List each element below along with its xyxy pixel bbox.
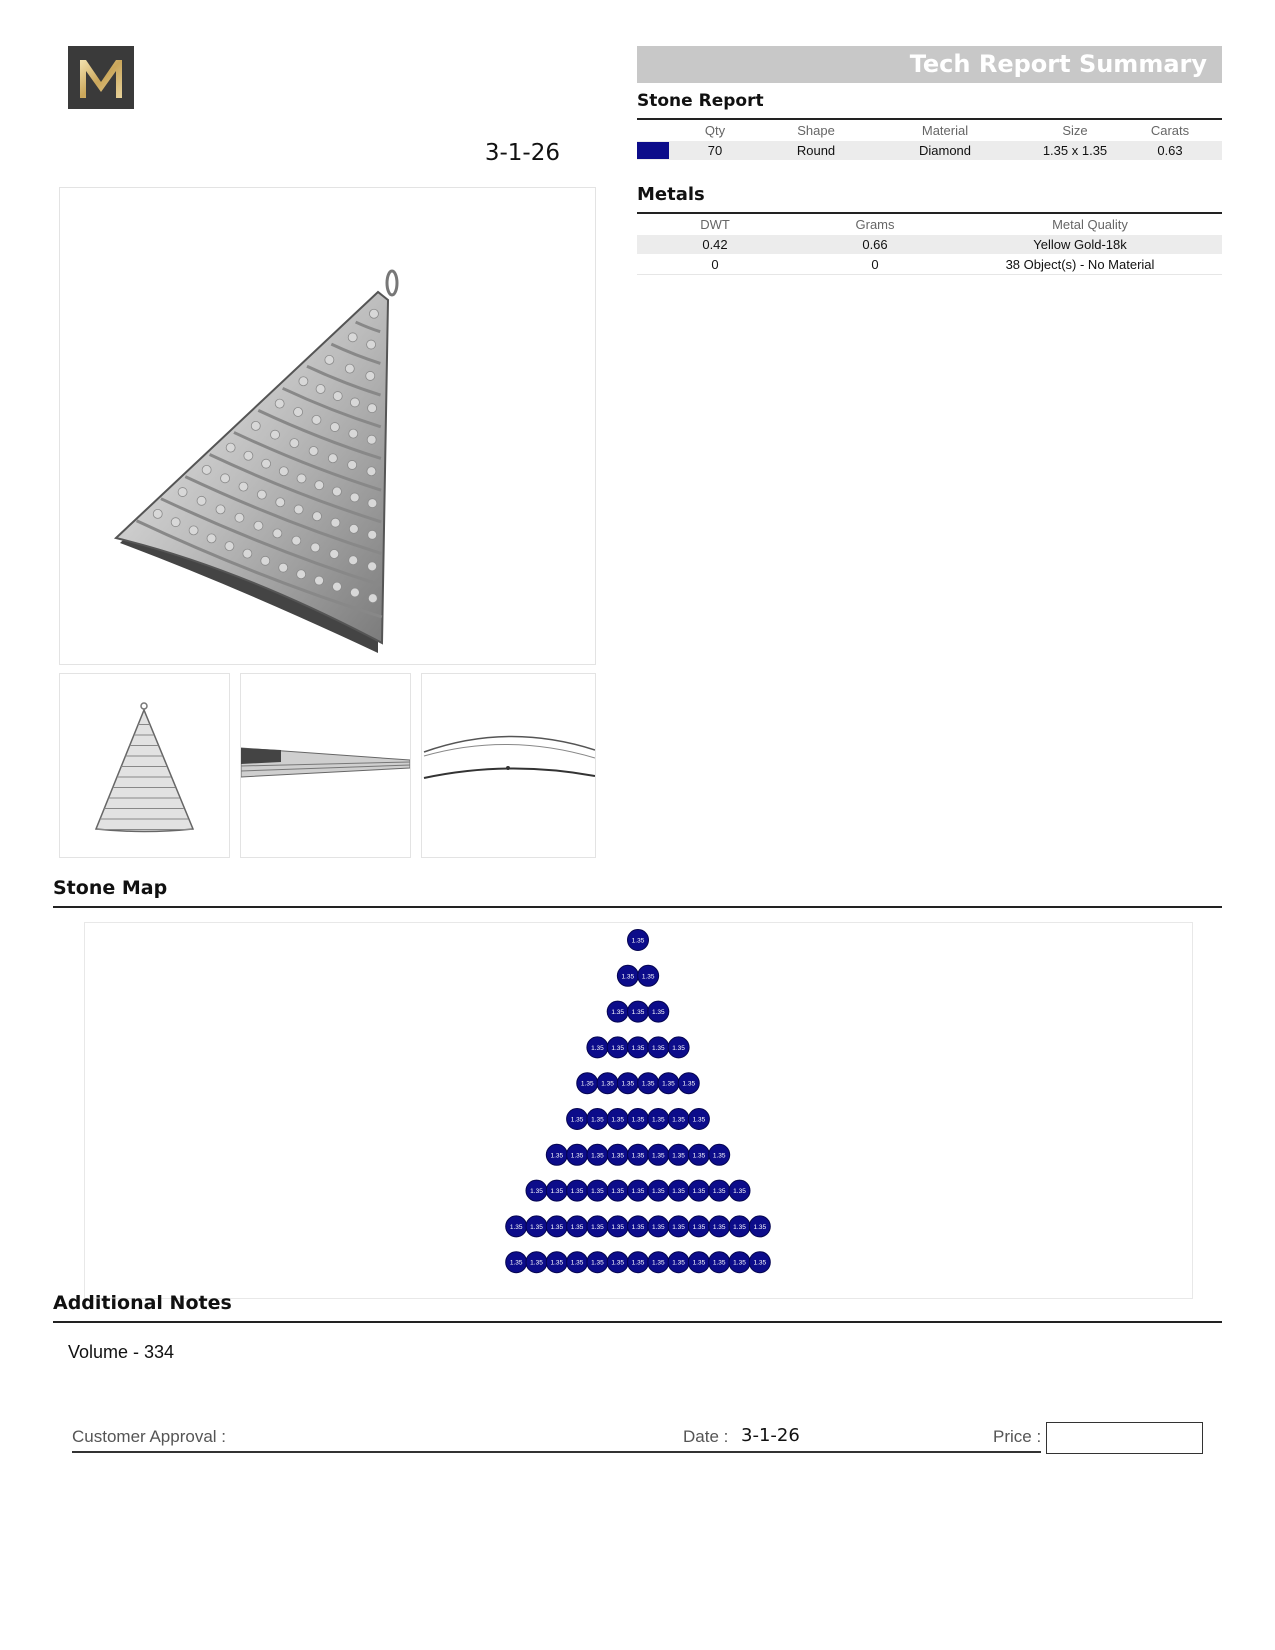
stone-marker bbox=[628, 1037, 649, 1058]
stone-table-row bbox=[637, 141, 1222, 160]
pendant-top-image bbox=[422, 674, 595, 857]
svg-text:1.35: 1.35 bbox=[550, 1223, 564, 1231]
svg-text:1.35: 1.35 bbox=[621, 1080, 635, 1088]
stone-col-qty: Qty bbox=[704, 123, 726, 138]
stone-marker bbox=[749, 1252, 770, 1273]
stone-marker bbox=[668, 1252, 689, 1273]
svg-text:1.35: 1.35 bbox=[611, 1116, 625, 1124]
stone-map-title: Stone Map bbox=[53, 877, 168, 899]
stone-map-panel bbox=[84, 922, 1193, 1299]
svg-text:1.35: 1.35 bbox=[672, 1152, 685, 1160]
metal-quality: Yellow Gold-18k bbox=[1033, 237, 1127, 252]
svg-text:1.35: 1.35 bbox=[651, 1223, 665, 1231]
approval-date-value: 3-1-26 bbox=[741, 1425, 800, 1446]
metals-table-row bbox=[637, 255, 1222, 275]
svg-text:1.35: 1.35 bbox=[621, 973, 635, 981]
banner-title: Tech Report Summary bbox=[909, 50, 1207, 78]
stone-marker bbox=[709, 1252, 730, 1273]
thumbnail-side-view[interactable] bbox=[240, 673, 411, 858]
stone-marker bbox=[709, 1216, 730, 1237]
document-id: 3-1-26 bbox=[484, 140, 560, 166]
pendant-render-main bbox=[59, 187, 596, 665]
thumbnail-top-view[interactable] bbox=[421, 673, 596, 858]
stone-marker bbox=[546, 1144, 567, 1165]
stone-marker bbox=[688, 1252, 709, 1273]
svg-text:1.35: 1.35 bbox=[570, 1259, 584, 1267]
stone-carats: 0.63 bbox=[1157, 143, 1183, 158]
report-banner bbox=[637, 46, 1222, 83]
company-logo bbox=[68, 46, 134, 109]
metal-quality: 38 Object(s) - No Material bbox=[1005, 257, 1155, 272]
svg-text:1.35: 1.35 bbox=[712, 1223, 726, 1231]
stone-marker bbox=[628, 1180, 649, 1201]
svg-text:1.35: 1.35 bbox=[651, 1259, 665, 1267]
stone-marker bbox=[668, 1109, 689, 1130]
notes-text: Volume - 334 bbox=[68, 1342, 175, 1362]
metals-rule bbox=[637, 212, 1222, 214]
svg-text:1.35: 1.35 bbox=[631, 1223, 645, 1231]
stone-marker bbox=[607, 1144, 628, 1165]
stone-marker bbox=[526, 1180, 547, 1201]
stone-shape: Round bbox=[796, 143, 836, 158]
date-label: Date : bbox=[683, 1427, 729, 1446]
stone-marker bbox=[688, 1109, 709, 1130]
stone-marker bbox=[546, 1216, 567, 1237]
stone-marker bbox=[628, 930, 649, 951]
metal-grams: 0 bbox=[871, 257, 879, 272]
logo-m-icon bbox=[76, 56, 126, 100]
stone-marker bbox=[607, 1252, 628, 1273]
svg-text:1.35: 1.35 bbox=[591, 1152, 604, 1160]
svg-text:1.35: 1.35 bbox=[570, 1188, 584, 1196]
stone-map-rule bbox=[53, 906, 1222, 908]
stone-marker bbox=[607, 1180, 628, 1201]
metals-col-grams: Grams bbox=[855, 217, 895, 232]
stone-marker bbox=[587, 1252, 608, 1273]
stone-marker bbox=[648, 1109, 669, 1130]
stone-marker bbox=[587, 1144, 608, 1165]
metals-col-quality: Metal Quality bbox=[1052, 217, 1128, 232]
stone-marker bbox=[628, 1001, 649, 1022]
svg-text:1.35: 1.35 bbox=[651, 1116, 665, 1124]
svg-text:1.35: 1.35 bbox=[662, 1080, 675, 1088]
svg-text:1.35: 1.35 bbox=[509, 1223, 523, 1231]
svg-text:1.35: 1.35 bbox=[530, 1188, 543, 1196]
svg-text:1.35: 1.35 bbox=[692, 1259, 706, 1267]
stone-marker bbox=[506, 1216, 527, 1237]
stone-report-rule bbox=[637, 118, 1222, 120]
svg-text:1.35: 1.35 bbox=[631, 1116, 645, 1124]
stone-col-carats: Carats bbox=[1150, 123, 1190, 138]
stone-marker bbox=[567, 1252, 588, 1273]
svg-text:1.35: 1.35 bbox=[509, 1259, 523, 1267]
svg-text:1.35: 1.35 bbox=[631, 1188, 645, 1196]
svg-text:1.35: 1.35 bbox=[672, 1188, 685, 1196]
stone-marker bbox=[729, 1252, 750, 1273]
stone-marker bbox=[648, 1144, 669, 1165]
svg-text:1.35: 1.35 bbox=[611, 1044, 625, 1052]
stone-marker bbox=[658, 1073, 679, 1094]
stone-col-material: Material bbox=[921, 123, 969, 138]
metals-title: Metals bbox=[637, 184, 705, 205]
metal-dwt: 0.42 bbox=[702, 237, 728, 252]
stone-marker bbox=[668, 1180, 689, 1201]
stone-qty: 70 bbox=[707, 143, 723, 158]
svg-text:1.35: 1.35 bbox=[672, 1223, 685, 1231]
stone-marker bbox=[628, 1109, 649, 1130]
svg-text:1.35: 1.35 bbox=[601, 1080, 614, 1088]
metals-table-row bbox=[637, 235, 1222, 254]
stone-marker bbox=[628, 1252, 649, 1273]
stone-marker bbox=[506, 1252, 527, 1273]
svg-text:1.35: 1.35 bbox=[712, 1152, 726, 1160]
stone-marker bbox=[648, 1037, 669, 1058]
svg-text:1.35: 1.35 bbox=[631, 1259, 645, 1267]
svg-text:1.35: 1.35 bbox=[672, 1044, 685, 1052]
stone-marker bbox=[688, 1180, 709, 1201]
pendant-side-image bbox=[241, 674, 410, 857]
stone-marker bbox=[709, 1180, 730, 1201]
stone-marker bbox=[638, 1073, 659, 1094]
stone-marker bbox=[567, 1109, 588, 1130]
notes-rule bbox=[53, 1321, 1222, 1323]
svg-text:1.35: 1.35 bbox=[733, 1188, 746, 1196]
stone-marker bbox=[546, 1252, 567, 1273]
stone-marker bbox=[729, 1216, 750, 1237]
customer-approval-label: Customer Approval : bbox=[72, 1427, 227, 1446]
svg-text:1.35: 1.35 bbox=[611, 1223, 625, 1231]
stone-marker bbox=[597, 1073, 618, 1094]
stone-marker bbox=[526, 1252, 547, 1273]
svg-text:1.35: 1.35 bbox=[631, 1044, 645, 1052]
svg-text:1.35: 1.35 bbox=[611, 1152, 625, 1160]
stone-col-size: Size bbox=[1062, 123, 1088, 138]
stone-marker bbox=[648, 1180, 669, 1201]
svg-text:1.35: 1.35 bbox=[611, 1009, 625, 1017]
signature-line bbox=[72, 1451, 1041, 1453]
svg-text:1.35: 1.35 bbox=[692, 1116, 706, 1124]
svg-text:1.35: 1.35 bbox=[692, 1152, 706, 1160]
stone-material: Diamond bbox=[918, 143, 972, 158]
stone-marker bbox=[668, 1216, 689, 1237]
svg-text:1.35: 1.35 bbox=[753, 1223, 767, 1231]
stone-marker bbox=[628, 1216, 649, 1237]
stone-col-shape: Shape bbox=[797, 123, 835, 138]
svg-text:1.35: 1.35 bbox=[651, 1009, 665, 1017]
stone-marker bbox=[567, 1144, 588, 1165]
svg-text:1.35: 1.35 bbox=[641, 1080, 655, 1088]
svg-text:1.35: 1.35 bbox=[570, 1223, 584, 1231]
stone-marker bbox=[749, 1216, 770, 1237]
stone-marker bbox=[607, 1216, 628, 1237]
svg-text:1.35: 1.35 bbox=[651, 1044, 665, 1052]
svg-text:1.35: 1.35 bbox=[672, 1116, 685, 1124]
stone-color-swatch bbox=[637, 142, 669, 159]
svg-text:1.35: 1.35 bbox=[631, 937, 645, 945]
stone-marker bbox=[587, 1216, 608, 1237]
stone-marker bbox=[526, 1216, 547, 1237]
stone-marker bbox=[607, 1001, 628, 1022]
stone-marker bbox=[567, 1180, 588, 1201]
stone-marker bbox=[648, 1252, 669, 1273]
svg-text:1.35: 1.35 bbox=[692, 1188, 706, 1196]
svg-text:1.35: 1.35 bbox=[550, 1188, 564, 1196]
stone-marker bbox=[709, 1144, 730, 1165]
svg-text:1.35: 1.35 bbox=[641, 973, 655, 981]
svg-text:1.35: 1.35 bbox=[530, 1259, 543, 1267]
svg-text:1.35: 1.35 bbox=[651, 1188, 665, 1196]
stone-marker bbox=[638, 965, 659, 986]
svg-text:1.35: 1.35 bbox=[631, 1009, 645, 1017]
price-label: Price : bbox=[993, 1427, 1042, 1446]
svg-text:1.35: 1.35 bbox=[672, 1259, 685, 1267]
svg-text:1.35: 1.35 bbox=[591, 1259, 604, 1267]
svg-text:1.35: 1.35 bbox=[611, 1188, 625, 1196]
stone-marker bbox=[648, 1001, 669, 1022]
svg-text:1.35: 1.35 bbox=[753, 1259, 767, 1267]
svg-text:1.35: 1.35 bbox=[530, 1223, 543, 1231]
svg-text:1.35: 1.35 bbox=[550, 1152, 564, 1160]
stone-marker bbox=[546, 1180, 567, 1201]
stone-marker bbox=[729, 1180, 750, 1201]
svg-text:1.35: 1.35 bbox=[733, 1259, 746, 1267]
metal-grams: 0.66 bbox=[862, 237, 888, 252]
stone-marker bbox=[617, 965, 638, 986]
svg-text:1.35: 1.35 bbox=[611, 1259, 625, 1267]
svg-text:1.35: 1.35 bbox=[550, 1259, 564, 1267]
svg-text:1.35: 1.35 bbox=[682, 1080, 696, 1088]
stone-marker bbox=[567, 1216, 588, 1237]
stone-marker bbox=[577, 1073, 598, 1094]
price-input[interactable] bbox=[1046, 1422, 1203, 1454]
svg-text:1.35: 1.35 bbox=[651, 1152, 665, 1160]
svg-text:1.35: 1.35 bbox=[580, 1080, 594, 1088]
stone-marker bbox=[607, 1037, 628, 1058]
metals-col-dwt: DWT bbox=[700, 217, 730, 232]
thumbnail-front-view[interactable] bbox=[59, 673, 230, 858]
stone-marker bbox=[628, 1144, 649, 1165]
stone-marker bbox=[668, 1037, 689, 1058]
svg-text:1.35: 1.35 bbox=[591, 1116, 604, 1124]
svg-text:1.35: 1.35 bbox=[570, 1152, 584, 1160]
svg-text:1.35: 1.35 bbox=[631, 1152, 645, 1160]
stone-marker bbox=[668, 1144, 689, 1165]
stone-marker bbox=[587, 1180, 608, 1201]
svg-text:1.35: 1.35 bbox=[692, 1223, 706, 1231]
metal-dwt: 0 bbox=[711, 257, 719, 272]
stone-marker bbox=[648, 1216, 669, 1237]
stone-marker bbox=[617, 1073, 638, 1094]
stone-marker bbox=[587, 1109, 608, 1130]
stone-marker bbox=[688, 1216, 709, 1237]
stone-marker bbox=[688, 1144, 709, 1165]
stone-marker bbox=[587, 1037, 608, 1058]
stone-marker bbox=[678, 1073, 699, 1094]
svg-text:1.35: 1.35 bbox=[733, 1223, 746, 1231]
svg-text:1.35: 1.35 bbox=[712, 1259, 726, 1267]
svg-text:1.35: 1.35 bbox=[712, 1188, 726, 1196]
stone-map-diagram bbox=[85, 923, 1192, 1298]
notes-title: Additional Notes bbox=[53, 1292, 232, 1314]
svg-text:1.35: 1.35 bbox=[591, 1223, 604, 1231]
stone-report-title: Stone Report bbox=[637, 91, 764, 111]
svg-text:1.35: 1.35 bbox=[591, 1044, 604, 1052]
pendant-perspective-image bbox=[60, 188, 595, 664]
svg-text:1.35: 1.35 bbox=[570, 1116, 584, 1124]
stone-size: 1.35 x 1.35 bbox=[1042, 143, 1108, 158]
stone-marker bbox=[607, 1109, 628, 1130]
pendant-front-image bbox=[60, 674, 229, 857]
svg-text:1.35: 1.35 bbox=[591, 1188, 604, 1196]
